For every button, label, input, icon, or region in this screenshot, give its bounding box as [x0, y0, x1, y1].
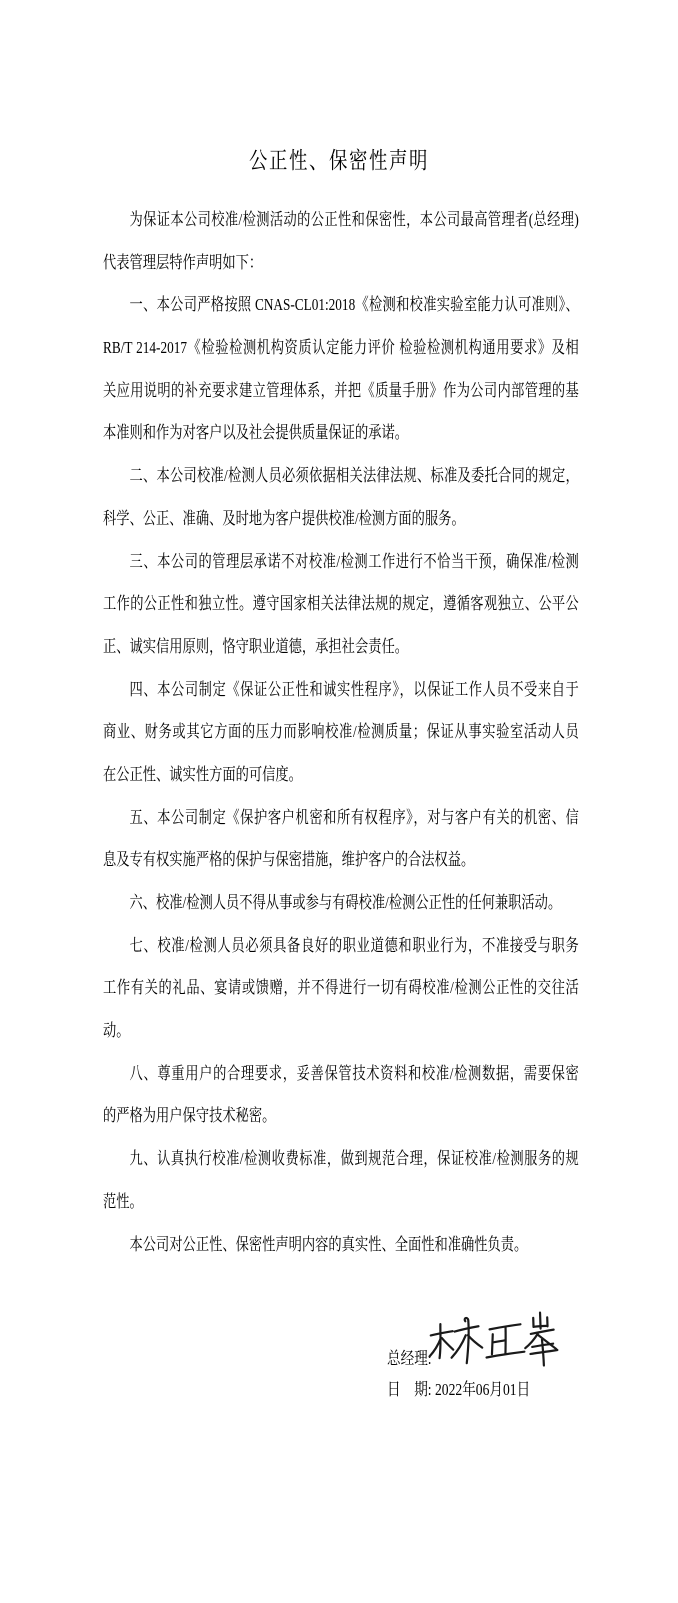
date-label-part2: 期:: [414, 1380, 432, 1399]
body-line: 八、尊重用户的合理要求，妥善保管技术资料和校准/检测数据，需要保密: [129, 1063, 579, 1083]
body-line: 七、校准/检测人员必须具备良好的职业道德和职业行为，不准接受与职务: [129, 935, 579, 955]
document-body: [103, 199, 579, 1266]
body-line: 工作有关的礼品、宴请或馈赠，并不得进行一切有碍校准/检测公正性的交往活: [103, 978, 579, 998]
date-label-part1: 日: [387, 1380, 401, 1399]
body-line: 代表管理层特作声明如下：: [103, 252, 263, 272]
date-value: 2022年06月01日: [434, 1380, 531, 1399]
body-line: 二、本公司校准/检测人员必须依据相关法律法规、标准及委托合同的规定，: [129, 466, 579, 486]
body-line: 工作的公正性和独立性。遵守国家相关法律法规的规定，遵循客观独立、公平公: [103, 594, 579, 614]
body-line: 正、诚实信用原则，恪守职业道德，承担社会责任。: [103, 636, 408, 656]
date-row: [387, 1379, 530, 1401]
body-line: 科学、公正、准确、及时地为客户提供校准/检测方面的服务。: [103, 508, 465, 528]
body-line: 关应用说明的补充要求建立管理体系，并把《质量手册》作为公司内部管理的基: [103, 380, 579, 400]
signature-label: 总经理:: [387, 1349, 432, 1368]
handwritten-signature: [428, 1310, 573, 1372]
body-line: 四、本公司制定《保证公正性和诚实性程序》，以保证工作人员不受来自于: [129, 679, 579, 699]
body-line: 六、校准/检测人员不得从事或参与有碍校准/检测公正性的任何兼职活动。: [129, 893, 562, 912]
body-line: 九、认真执行校准/检测收费标准，做到规范合理，保证校准/检测服务的规: [129, 1149, 579, 1169]
body-line: RB/T 214-2017《检验检测机构资质认定能力评价 检验检测机构通用要求》及相: [103, 338, 579, 358]
signature-row: [387, 1348, 432, 1370]
body-line: 息及专有权实施严格的保护与保密措施，维护客户的合法权益。: [103, 850, 475, 870]
body-line: 五、本公司制定《保护客户机密和所有权程序》，对与客户有关的机密、信: [129, 807, 579, 827]
body-line: 为保证本公司校准/检测活动的公正性和保密性，本公司最高管理者(总经理): [129, 210, 579, 229]
document-title: 公正性、保密性声明: [248, 148, 429, 173]
body-line: 范性。: [103, 1191, 143, 1211]
body-line: 本公司对公正性、保密性声明内容的真实性、全面性和准确性负责。: [129, 1234, 528, 1254]
body-line: 一、本公司严格按照 CNAS-CL01:2018《检测和校准实验室能力认可准则》、: [129, 295, 579, 315]
body-line: 的严格为用户保守技术秘密。: [103, 1106, 276, 1126]
body-line: 本准则和作为对客户以及社会提供质量保证的承诺。: [103, 423, 408, 443]
body-line: 在公正性、诚实性方面的可信度。: [103, 764, 302, 784]
body-line: 三、本公司的管理层承诺不对校准/检测工作进行不恰当干预，确保准/检测: [129, 551, 579, 571]
body-line: 动。: [103, 1021, 130, 1041]
body-line: 商业、财务或其它方面的压力而影响校准/检测质量；保证从事实验室活动人员: [103, 722, 579, 742]
